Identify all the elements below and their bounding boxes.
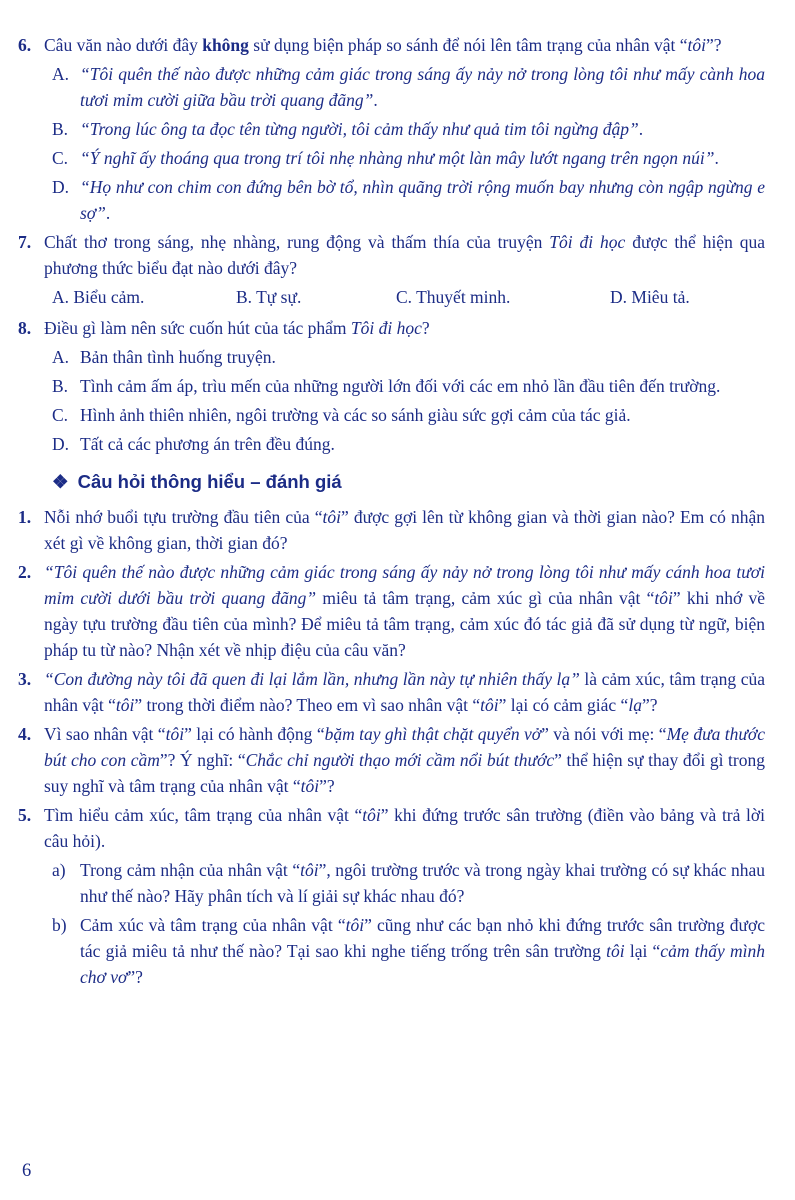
text-segment: Tìm hiểu cảm xúc, tâm trạng của nhân vật “ xyxy=(44,805,363,825)
question-label: 4. xyxy=(18,724,32,744)
text-segment: sử dụng biện pháp so sánh để nói lên tâm trạng của nhân vật “ xyxy=(248,35,688,55)
question xyxy=(18,721,765,799)
question-label: 5. xyxy=(18,805,32,825)
option-label: C. xyxy=(52,405,69,425)
text-segment: miêu tả tâm trạng, cảm xúc gì của nhân vật “ xyxy=(316,588,655,608)
text-segment: tôi xyxy=(345,915,365,935)
text-segment: Tình cảm ấm áp, trìu mến của những người lớn đối với các em nhỏ lần đầu tiên đến trường. xyxy=(80,376,721,396)
text-segment: không xyxy=(202,35,249,55)
text-segment: ” lại có hành động “ xyxy=(184,724,325,744)
text-segment: . xyxy=(638,119,644,139)
text-segment: tôi xyxy=(115,695,135,715)
text-segment: Điều gì làm nên sức cuốn hút của tác phẩm xyxy=(44,318,351,338)
question-text xyxy=(44,802,765,854)
text-segment: ”? xyxy=(641,695,658,715)
option-label: B. xyxy=(52,119,69,139)
text-segment: “Tôi quên thế nào được những cảm giác trong sáng ấy nảy nở trong lòng tôi như mấy cành hoa tươi mỉm cười giữa bầu trời quang đãng” xyxy=(80,64,765,110)
option-text xyxy=(80,431,765,457)
text-segment: ” trong thời điểm nào? Theo em vì sao nhân vật “ xyxy=(134,695,481,715)
question-text xyxy=(44,32,765,58)
option-label: A. xyxy=(52,347,70,367)
option-inline: C. Thuyết minh. xyxy=(396,287,511,307)
option-inline: B. Tự sự. xyxy=(236,287,302,307)
text-segment: Chắc chỉ người thạo mới cầm nổi bút thước xyxy=(245,750,555,770)
option-text xyxy=(80,344,765,370)
option-row xyxy=(52,284,765,310)
text-segment: lạ xyxy=(628,695,642,715)
question-text xyxy=(44,315,765,341)
text-segment: tôi xyxy=(687,35,707,55)
option-text xyxy=(80,402,765,428)
question xyxy=(18,559,765,663)
option-inline: A. Biểu cảm. xyxy=(52,287,145,307)
suboption-text xyxy=(80,857,765,909)
text-segment: Vì sao nhân vật “ xyxy=(44,724,166,744)
question-label: 8. xyxy=(18,318,32,338)
text-segment: ” được gợi lên từ không gian và thời gian nào? Em có nhận xét gì về không gian, thời gian đó? xyxy=(44,507,766,553)
text-segment: Câu văn nào dưới đây xyxy=(44,35,203,55)
text-segment: tôi xyxy=(165,724,185,744)
text-segment: tôi xyxy=(362,805,381,825)
text-segment: ”? xyxy=(319,776,335,796)
option-text xyxy=(80,145,765,171)
question-label: 2. xyxy=(18,562,32,582)
question-label: 3. xyxy=(18,669,32,689)
text-segment: ? xyxy=(421,318,430,338)
suboption xyxy=(52,912,765,990)
question-text xyxy=(44,229,765,281)
section-heading xyxy=(52,469,765,495)
option xyxy=(52,402,765,428)
page-content xyxy=(18,32,765,990)
question xyxy=(18,229,765,281)
diamond-icon: ❖ xyxy=(52,471,69,492)
option xyxy=(52,431,765,457)
text-segment: tôi xyxy=(322,507,341,527)
question-text xyxy=(44,666,765,718)
question xyxy=(18,802,765,854)
option-text xyxy=(80,373,765,399)
text-segment: ” thể hiện sự thay đổi gì trong suy nghĩ và tâm trạng của nhân vật “ xyxy=(44,750,765,796)
question-label: 1. xyxy=(18,507,32,527)
text-segment: tôi xyxy=(606,941,625,961)
text-segment: Tôi đi học xyxy=(350,318,422,338)
text-segment: ” khi nhớ về ngày tựu trường đầu tiên của mình? Để miêu tả tâm trạng, cảm xúc đó tác giả đã sử dụng từ ngữ, biện pháp tu từ nào? Nhận xét về nhịp điệu của câu văn? xyxy=(44,588,765,660)
text-segment: Trong cảm nhận của nhân vật “ xyxy=(80,860,301,880)
text-segment: là cảm xúc, tâm trạng của nhân vật “ xyxy=(44,669,765,715)
option xyxy=(52,174,765,226)
text-segment: tôi xyxy=(654,588,673,608)
text-segment: được thể hiện qua phương thức biểu đạt nào dưới đây? xyxy=(44,232,765,278)
page-number: 6 xyxy=(22,1161,32,1181)
option xyxy=(52,344,765,370)
text-segment: “Ý nghĩ ấy thoáng qua trong trí tôi nhẹ nhàng như một làn mây lướt ngang trên ngọn núi” xyxy=(80,148,715,168)
suboption xyxy=(52,857,765,909)
text-segment: Chất thơ trong sáng, nhẹ nhàng, rung động và thấm thía của truyện xyxy=(44,232,550,252)
text-segment: . xyxy=(714,148,719,168)
question xyxy=(18,315,765,341)
option xyxy=(52,373,765,399)
suboption-label: b) xyxy=(52,915,67,935)
text-segment: Bản thân tình huống truyện. xyxy=(80,347,276,367)
text-segment: Nỗi nhớ buổi tựu trường đầu tiên của “ xyxy=(44,507,323,527)
section-heading-text: Câu hỏi thông hiểu – đánh giá xyxy=(77,471,342,492)
question xyxy=(18,32,765,58)
question-text xyxy=(44,559,765,663)
option xyxy=(52,116,765,142)
text-segment: bặm tay ghì thật chặt quyển vở xyxy=(324,724,542,744)
text-segment: Tất cả các phương án trên đều đúng. xyxy=(80,434,335,454)
suboption-label: a) xyxy=(52,860,66,880)
text-segment: Hình ảnh thiên nhiên, ngôi trường và các so sánh giàu sức gợi cảm của tác giả. xyxy=(80,405,631,425)
text-segment: “Con đường này tôi đã quen đi lại lắm lần, nhưng lần này tự nhiên thấy lạ” xyxy=(44,669,580,689)
option-label: D. xyxy=(52,177,70,197)
option-inline: D. Miêu tả. xyxy=(610,287,690,307)
text-segment: ” và nói với mẹ: “ xyxy=(541,724,667,744)
option-text xyxy=(80,116,765,142)
text-segment: Cảm xúc và tâm trạng của nhân vật “ xyxy=(80,915,346,935)
question-text xyxy=(44,504,765,556)
suboption-text xyxy=(80,912,765,990)
text-segment: ” khi đứng trước sân trường (điền vào bảng và trả lời câu hỏi). xyxy=(44,805,765,851)
question-label: 7. xyxy=(18,232,32,252)
option-label: C. xyxy=(52,148,69,168)
text-segment: tôi xyxy=(480,695,499,715)
text-segment: ”? Ý nghĩ: “ xyxy=(159,750,246,770)
text-segment: ”, ngôi trường trước và trong ngày khai trường có sự khác nhau như thế nào? Hãy phân tích và lí giải sự khác nhau đó? xyxy=(80,860,766,906)
option xyxy=(52,145,765,171)
option-text xyxy=(80,174,765,226)
text-segment: “Họ như con chim con đứng bên bờ tổ, nhìn quãng trời rộng muốn bay nhưng còn ngập ngừng e sợ” xyxy=(80,177,765,223)
text-segment: Tôi đi học xyxy=(549,232,626,252)
text-segment: ”? xyxy=(127,967,143,987)
question-text xyxy=(44,721,765,799)
text-segment: ” cũng như các bạn nhỏ khi đứng trước sân trường được tác giả miêu tả như thế nào? Tại sao khi nghe tiếng trống trên sân trường xyxy=(80,915,765,961)
text-segment: ” lại có cảm giác “ xyxy=(498,695,629,715)
text-segment: . xyxy=(373,90,378,110)
option-label: B. xyxy=(52,376,69,396)
text-segment: “Trong lúc ông ta đọc tên từng người, tôi cảm thấy như quả tim tôi ngừng đập” xyxy=(80,119,639,139)
text-segment: ”? xyxy=(706,35,722,55)
option-label: A. xyxy=(52,64,70,84)
text-segment: Mẹ đưa thước bút cho con cầm xyxy=(44,724,766,770)
question-label: 6. xyxy=(18,35,32,55)
option-text xyxy=(80,61,765,113)
option xyxy=(52,61,765,113)
question xyxy=(18,504,765,556)
option-label: D. xyxy=(52,434,70,454)
text-segment: “Tôi quên thế nào được những cảm giác trong sáng ấy nảy nở trong lòng tôi như mấy cánh hoa tươi mỉm cười dưới bầu trời quang đãng” xyxy=(44,562,765,608)
text-segment: . xyxy=(105,203,111,223)
text-segment: tôi xyxy=(300,860,319,880)
text-segment: lại “ xyxy=(624,941,661,961)
text-segment: tôi xyxy=(300,776,320,796)
question xyxy=(18,666,765,718)
text-segment: cảm thấy mình chơ vơ xyxy=(80,941,765,987)
